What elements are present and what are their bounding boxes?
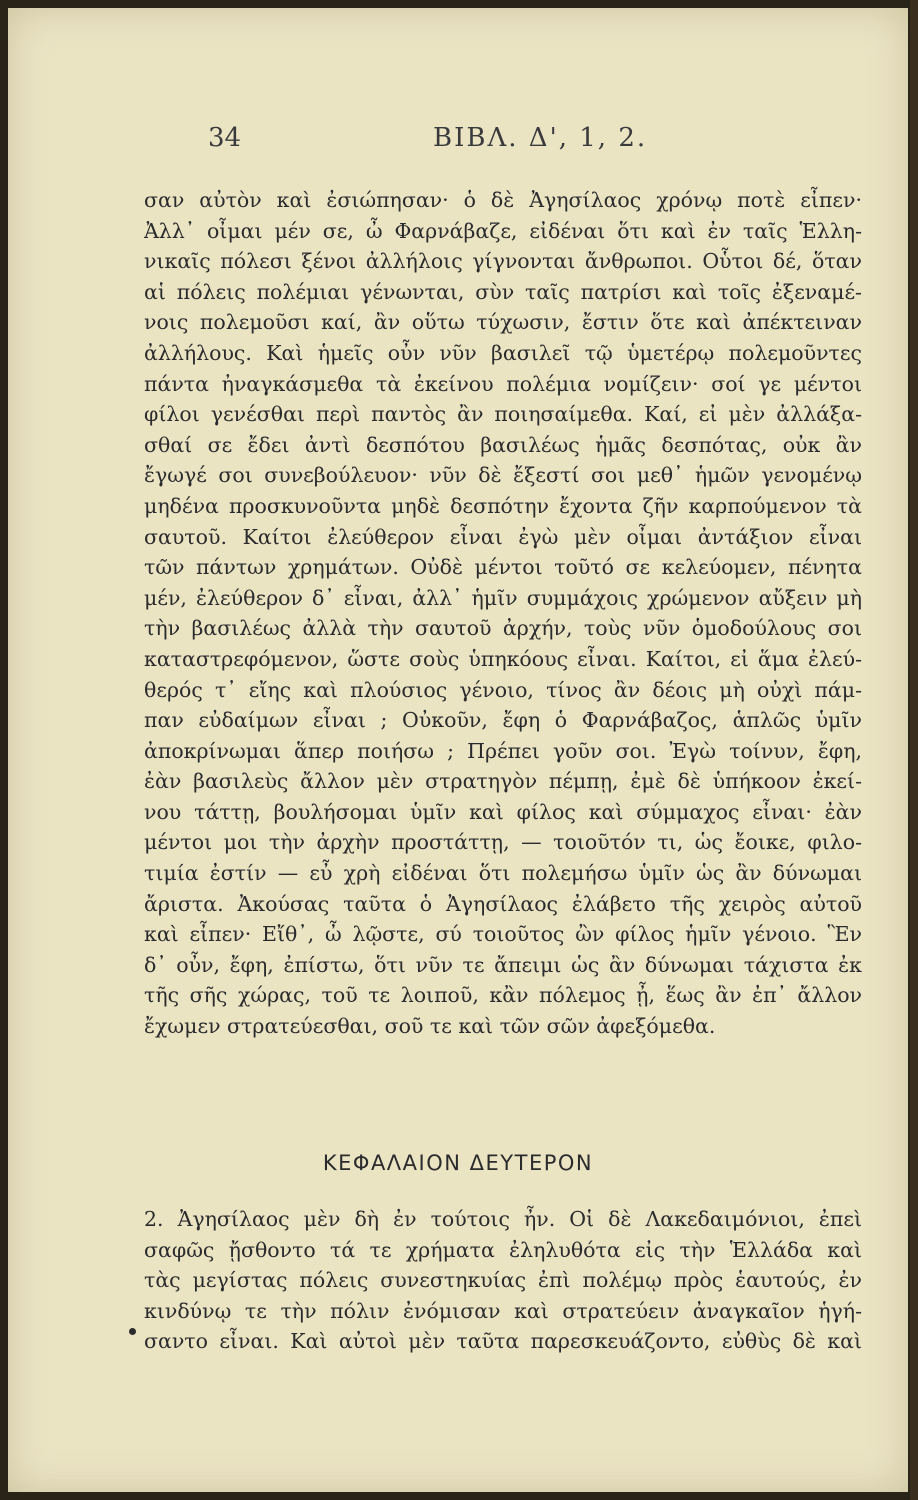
text-line: πάντα ἠναγκάσμεθα τὰ ἐκείνου πολέμια νομίζειν· σοί γε μέντοι	[144, 371, 862, 396]
text-line: νικαῖς πόλεσι ξένοι ἀλλήλοις γίγνονται ἄνθρωποι. Οὗτοι δέ, ὅταν	[144, 249, 862, 274]
page-edge	[910, 0, 918, 1500]
text-line: ἀποκρίνωμαι ἅπερ ποιήσω ; Πρέπει γοῦν σοι. Ἐγὼ τοίνυν, ἔφη,	[144, 738, 862, 763]
text-line: τῶν πάντων χρημάτων. Οὐδὲ μέντοι τοῦτό σε κελεύομεν, πένητα	[144, 555, 862, 580]
text-line: τὴν βασιλέως ἀλλὰ τὴν σαυτοῦ ἀρχήν, τοὺς νῦν ὁμοδούλους σοι	[144, 616, 862, 641]
text-line: καὶ εἶπεν· Εἴθ᾽, ὦ λῷστε, σύ τοιοῦτος ὢν φίλος ἡμῖν γένοιο. Ἓν	[144, 922, 862, 947]
page-header	[8, 123, 908, 163]
page-number: 34	[208, 123, 242, 153]
book-page	[8, 8, 908, 1492]
text-line: κινδύνῳ τε τὴν πόλιν ἐνόμισαν καὶ στρατεύειν ἀναγκαῖον ἡγή-	[144, 1298, 862, 1323]
text-line: Ἀλλ᾽ οἶμαι μέν σε, ὦ Φαρνάβαζε, εἰδέναι ὅτι καὶ ἐν ταῖς Ἑλλη-	[144, 218, 862, 243]
running-head: ΒΙΒΛ. Δ', 1, 2.	[433, 123, 648, 153]
chapter-heading: ΚΕΦΑΛΑΙΟΝ ΔΕΥΤΕΡΟΝ	[322, 1151, 594, 1175]
text-line: τιμία ἐστίν — εὖ χρὴ εἰδέναι ὅτι πολεμήσω ὑμῖν ὡς ἂν δύνωμαι	[144, 861, 862, 886]
text-line: 2. Ἀγησίλαος μὲν δὴ ἐν τούτοις ἦν. Οἱ δὲ Λακεδαιμόνιοι, ἐπεὶ	[144, 1207, 862, 1231]
text-line: ἐὰν βασιλεὺς ἄλλον μὲν στρατηγὸν πέμπῃ, ἐμὲ δὲ ὑπήκοον ἐκεί-	[144, 769, 862, 794]
paragraph-2	[144, 1204, 862, 1357]
text-line: τὰς μεγίστας πόλεις συνεστηκυίας ἐπὶ πολέμῳ πρὸς ἑαυτούς, ἐν	[144, 1268, 862, 1293]
text-line: σαφῶς ᾔσθοντο τά τε χρήματα ἐληλυθότα εἰς τὴν Ἑλλάδα καὶ	[144, 1237, 862, 1262]
text-line: ἔγωγέ σοι συνεβούλευον· νῦν δὲ ἔξεστί σοι μεθ᾽ ἡμῶν γενομένῳ	[144, 463, 862, 488]
text-line: ἔχωμεν στρατεύεσθαι, σοῦ τε καὶ τῶν σῶν ἀφεξόμεθα.	[144, 1014, 716, 1039]
text-line: σθαί σε ἔδει ἀντὶ δεσπότου βασιλέως ἡμᾶς δεσπότας, οὐκ ἂν	[144, 432, 862, 457]
text-line: φίλοι γενέσθαι περὶ παντὸς ἂν ποιησαίμεθα. Καί, εἰ μὲν ἀλλάξα-	[144, 402, 862, 427]
text-line: σαυτοῦ. Καίτοι ἐλεύθερον εἶναι ἐγὼ μὲν οἶμαι ἀντάξιον εἶναι	[144, 524, 862, 549]
text-line: μέντοι μοι τὴν ἀρχὴν προστάττῃ, — τοιοῦτόν τι, ὡς ἔοικε, φιλο-	[144, 830, 862, 855]
text-line: αἱ πόλεις πολέμιαι γένωνται, σὺν ταῖς πατρίσι καὶ τοῖς ἐξεναμέ-	[144, 279, 862, 304]
paragraph-1	[144, 185, 862, 1042]
text-line: μέν, ἐλεύθερον δ᾽ εἶναι, ἀλλ᾽ ἡμῖν συμμάχοις χρώμενον αὔξειν μὴ	[144, 585, 862, 610]
text-line: δ᾽ οὖν, ἔφη, ἐπίστω, ὅτι νῦν τε ἄπειμι ὡς ἂν δύνωμαι τάχιστα ἐκ	[144, 952, 862, 977]
text-line: καταστρεφόμενον, ὥστε σοὺς ὑπηκόους εἶναι. Καίτοι, εἰ ἅμα ἐλεύ-	[144, 646, 862, 671]
text-line: μηδένα προσκυνοῦντα μηδὲ δεσπότην ἔχοντα ζῆν καρπούμενον τὰ	[144, 493, 862, 518]
text-line: νου τάττῃ, βουλήσομαι ὑμῖν καὶ φίλος καὶ σύμμαχος εἶναι· ἐὰν	[144, 799, 862, 824]
text-line: παν εὐδαίμων εἶναι ; Οὐκοῦν, ἔφη ὁ Φαρνάβαζος, ἁπλῶς ὑμῖν	[144, 708, 862, 733]
ink-spot	[129, 1328, 136, 1335]
text-line: ἄριστα. Ἀκούσας ταῦτα ὁ Ἀγησίλαος ἐλάβετο τῆς χειρὸς αὐτοῦ	[144, 891, 862, 916]
text-line: θερός τ᾽ εἴης καὶ πλούσιος γένοιο, τίνος ἂν δέοις μὴ οὐχὶ πάμ-	[144, 677, 862, 702]
text-line: ἀλλήλους. Καὶ ἡμεῖς οὖν νῦν βασιλεῖ τῷ ὑμετέρῳ πολεμοῦντες	[144, 340, 862, 365]
text-line: σαν αὐτὸν καὶ ἐσιώπησαν· ὁ δὲ Ἀγησίλαος χρόνῳ ποτὲ εἶπεν·	[144, 188, 862, 212]
text-line: τῆς σῆς χώρας, τοῦ τε λοιποῦ, κἂν πόλεμος ᾖ, ἕως ἂν ἐπ᾽ ἄλλον	[144, 983, 862, 1008]
text-line: σαντο εἶναι. Καὶ αὐτοὶ μὲν ταῦτα παρεσκευάζοντο, εὐθὺς δὲ καὶ	[144, 1329, 862, 1354]
text-line: νοις πολεμοῦσι καί, ἂν οὕτω τύχωσιν, ἔστιν ὅτε καὶ ἀπέκτειναν	[144, 310, 862, 335]
